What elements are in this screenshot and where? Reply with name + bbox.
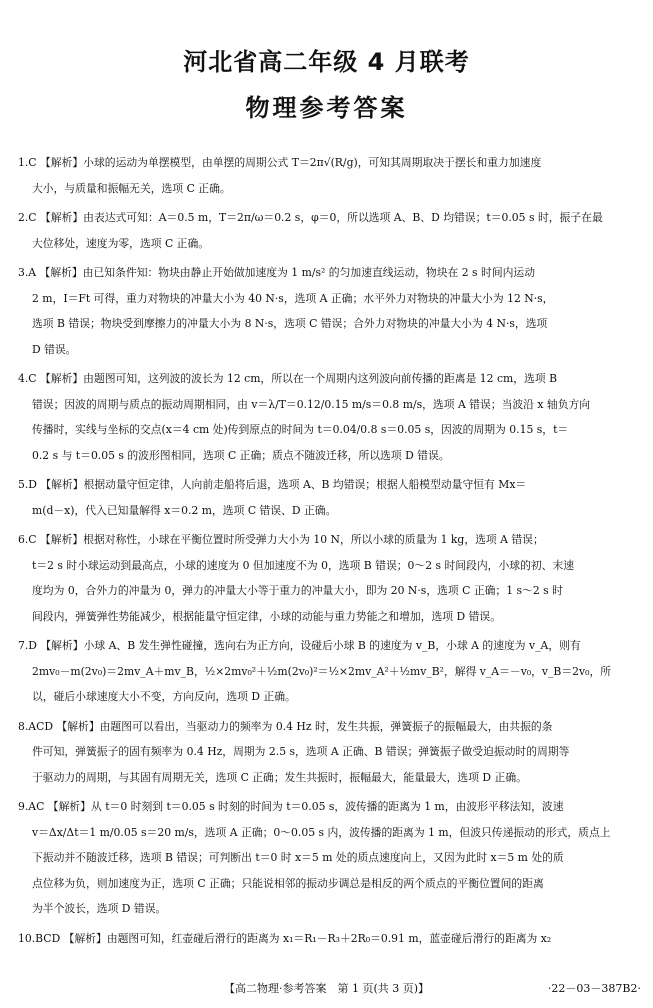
- answer-line: 错误；因波的周期与质点的振动周期相同，由 v＝λ/T＝0.12/0.15 m/s＝0.8 m/s，选项 A 错误；当波沿 x 轴负方向: [32, 397, 591, 411]
- answer-line: 0.2 s 与 t＝0.05 s 的波形图相同，选项 C 正确；质点不随波迁移，所以选项 D 错误。: [32, 448, 450, 462]
- answer-line: 大小，与质量和振幅无关，选项 C 正确。: [32, 181, 231, 195]
- answer-line: v＝Δx/Δt＝1 m/0.05 s＝20 m/s，选项 A 正确；0～0.05 s 内，波传播的距离为 1 m，但波只传递振动的形式，质点上: [32, 825, 611, 839]
- answer-line: t＝2 s 时小球运动到最高点，小球的速度为 0 但加速度不为 0，选项 B 错误；0～2 s 时间段内，小球的初、末速: [32, 558, 575, 572]
- answer-line: m(d－x)，代入已知量解得 x＝0.2 m，选项 C 错误、D 正确。: [32, 503, 337, 517]
- answer-line: 5.D 【解析】根据动量守恒定律，人向前走船将后退，选项 A、B 均错误；根据人船模型动量守恒有 Mx＝: [18, 478, 527, 491]
- answer-line: 为半个波长，选项 D 错误。: [32, 902, 167, 915]
- answer-line: 2.C 【解析】由表达式可知：A＝0.5 m，T＝2π/ω＝0.2 s，φ＝0，所以选项 A、B、D 均错误；t＝0.05 s 时，振子在最: [18, 211, 603, 224]
- answer-line: 2 m，I＝Ft 可得，重力对物块的冲量大小为 40 N·s，选项 A 正确；水平外力对物块的冲量大小为 12 N·s，: [32, 291, 554, 305]
- answer-line: 3.A 【解析】由已知条件知：物块由静止开始做加速度为 1 m/s² 的匀加速直线运动，物块在 2 s 时间内运动: [18, 266, 536, 279]
- footer-code: ·22－03－387B2·: [547, 982, 641, 995]
- answer-line: 大位移处，速度为零，选项 C 正确。: [32, 236, 210, 250]
- answer-line: 间段内，弹簧弹性势能减少，根据能量守恒定律，小球的动能与重力势能之和增加，选项 D 错误。: [32, 609, 501, 623]
- answer-line: 2mv₀－m(2v₀)＝2mv_A＋mv_B，½×2mv₀²＋½m(2v₀)²＝½×2mv_A²＋½mv_B²，解得 v_A＝－v₀，v_B＝2v₀，所: [32, 664, 612, 678]
- answer-line: 下振动并不随波迁移，选项 B 错误；可判断出 t＝0 时 x＝5 m 处的质点速度向上，又因为此时 x＝5 m 处的质: [32, 851, 564, 864]
- answer-item: [18, 926, 642, 952]
- answer-line: 件可知，弹簧振子的固有频率为 0.4 Hz，周期为 2.5 s，选项 A 正确、B 错误；弹簧振子做受迫振动时的周期等: [32, 745, 570, 758]
- page-footer: [0, 972, 653, 1002]
- answer-item: [18, 150, 642, 201]
- footer-page-info: 【高二物理·参考答案 第 1 页(共 3 页)】: [223, 982, 430, 995]
- answer-line: 1.C 【解析】小球的运动为单摆模型，由单摆的周期公式 T＝2π√(R/g)，可知其周期取决于摆长和重力加速度: [18, 156, 542, 169]
- answer-line: 度均为 0，合外力的冲量为 0，弹力的冲量大小等于重力的冲量大小，即为 20 N·s，选项 C 正确；1 s～2 s 时: [32, 584, 563, 597]
- answer-item: [18, 260, 642, 362]
- answer-line: 10.BCD 【解析】由题图可知，红壶碰后滑行的距离为 x₁＝R₁－R₃＋2R₀＝0.91 m，蓝壶碰后滑行的距离为 x₂: [18, 931, 552, 945]
- answer-line: 选项 B 错误；物块受到摩擦力的冲量大小为 8 N·s，选项 C 错误；合外力对物块的冲量大小为 4 N·s，选项: [32, 317, 548, 330]
- answer-item: [18, 205, 642, 256]
- answer-line: 传播时，实线与坐标的交点(x＝4 cm 处)传到原点的时间为 t＝0.04/0.8 s＝0.05 s，因波的周期为 0.15 s，t＝: [32, 423, 569, 436]
- answer-item: [18, 714, 642, 791]
- answer-line: 9.AC 【解析】从 t＝0 时刻到 t＝0.05 s 时刻的时间为 t＝0.05 s，波传播的距离为 1 m，由波形平移法知，波速: [18, 800, 564, 813]
- answer-line: 于驱动力的周期，与其固有周期无关，选项 C 正确；发生共振时，振幅最大，能量最大，选项 D 正确。: [32, 770, 527, 784]
- title-block: [0, 46, 653, 124]
- answer-item: [18, 633, 642, 710]
- document-subtitle: 物理参考答案: [245, 94, 408, 122]
- answer-item: [18, 527, 642, 629]
- answer-item: [18, 794, 642, 922]
- answer-line: 以，碰后小球速度大小不变，方向反向，选项 D 正确。: [32, 690, 296, 703]
- document-title: 河北省高二年级 4 月联考: [183, 48, 470, 76]
- answer-item: [18, 472, 642, 523]
- answer-item: [18, 366, 642, 468]
- answer-line: 6.C 【解析】根据对称性，小球在平衡位置时所受弹力大小为 10 N，所以小球的质量为 1 kg，选项 A 错误；: [18, 533, 544, 546]
- answer-line: 7.D 【解析】小球 A、B 发生弹性碰撞，选向右为正方向，设碰后小球 B 的速度为 v_B，小球 A 的速度为 v_A，则有: [18, 639, 581, 652]
- answer-line: 点位移为负，则加速度为正，选项 C 正确；只能说相邻的振动步调总是相反的两个质点的平衡位置间的距离: [32, 876, 544, 890]
- answer-line: D 错误。: [32, 342, 77, 356]
- answer-list: [18, 150, 642, 955]
- answer-line: 8.ACD 【解析】由题图可以看出，当驱动力的频率为 0.4 Hz 时，发生共振，弹簧振子的振幅最大，由共振的条: [18, 719, 553, 733]
- answer-line: 4.C 【解析】由题图可知，这列波的波长为 12 cm，所以在一个周期内这列波向前传播的距离是 12 cm，选项 B: [18, 372, 558, 385]
